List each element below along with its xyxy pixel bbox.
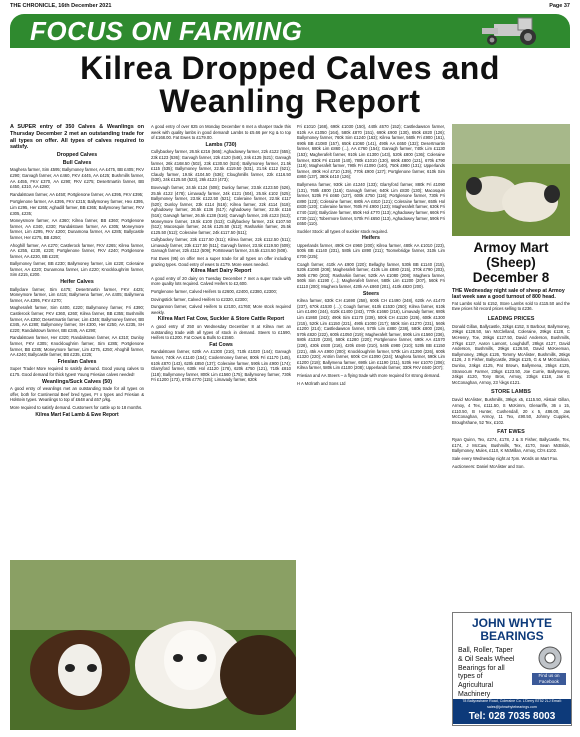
paragraph: Kilrea farmer, 630k CH £1690 (258), 600k CH £1490 (248), 620k AA £1470 (237), 670k £1530 (…); Coagh farmer, 610k £1530 (250); Kilrea farmer, 610k Lim £1490 (244), 610k £1400 (243), 770k £1660 (216), Limavady farmer, 680k Lim £1860 (242); 490k Sim £1170 (239), 500k CH £1130 (226), 600k £1300 (215), 520k Lim £1150 (221), 490k £1000 (217); 550k Sim £1270 (231), 560k £1200 (214); Castledawson farmer, 570k Lim £880 (238), 580k £800 (226), 570k £820 (222), 600k £1050 (219); Magherafelt farmer, 590k Lim £1560 (236), 580k £1320 (228), 580k £1280 (220); Portglenone farmer, 690k AA £1570 (228), 430k £930 (216), 420k £940 (210), 540k £980 (210); 520k BB £1150 (221), 45k AA £900 (200); Knockloughrim farmer, 570k Lim £1290 (226), 600k £1320 (220); Antrim farmer, 600k CH £1090 (224); Maghera farmer, 590k Lim £1200 (218); Ballymena farmer, 690k Lim £1190 (211), 520k Her £1070 (206); Kilrea farmer, 580k Lim £1100 (208); Upperlands farmer, 330k FKV £640 (207); — [297, 298, 445, 371]
armoy-mart-sidebar — [452, 240, 570, 471]
paragraph: Randalstown farmer, AA £450; Portglenone farmer, AA £395, FKV £395; — [10, 191, 144, 197]
photo-caption: Kilrea Mart Fat Lamb & Ewe Report — [35, 411, 119, 418]
paragraph: A good entry of 250 on Wednesday December 8 at Kilrea met an outstanding trade with all types of stock in demand. Steers to £1590, Heifers to £1200. Fat Cows & Bulls to £1560. — [151, 324, 291, 341]
sidebar-title: Armoy Mart (Sheep) December 8 — [472, 240, 550, 285]
paragraph: Magherafelt farmer, Sim £400, £220; Ballymoney farmer, Fri £390; Castlerock farmer, FKV £360, £260; Kilrea farmer, BB £355; Bushmills farmer, AA £350; Desertmartin farmer, Lim £345; Ballymoney farmer, BB £345, AA £280; Ballymoney farmer, SH £300, Her £250, AA £235, SH £220; Randalstown farmer, BB £345, AA £290; — [10, 305, 144, 333]
paragraph: Dovingstick farmer, Calved Heifers to £2320, £2300; — [151, 296, 248, 302]
heading-store-lambs: STORE LAMBS — [491, 389, 531, 396]
paragraph: Ballymoney farmer, BB £230; Ballymoney farmer, Lim £220; Coleraine farmer, AA £220; Dunamona farmer, Lim £220; Knockloughrim farmer, Sim £215, £200. — [10, 261, 144, 278]
paragraph: Auctioneers: Daniel McAlister and Son. — [452, 463, 525, 469]
paragraph: David McAlister, Bushmills, 39kgs x5, £115.50, Alistair Gillan, Armoy, 4 Tex, £111.50, S McKimm, Glenariffe, 36 x 15, £110.50, B Hunter, Cushendall, 20 x 5, £86.00, Jas McConaghan, Armoy, 11 Tex, £90.50, Johnny Cupples, Broughshane, 52 Tex, £102. — [452, 397, 570, 425]
sidebar-lead: THE Wednesday night sale of sheep at Armoy last week saw a good turnout of 800 head. — [452, 288, 565, 301]
paragraph: Fat Lambs sold to £152, Store Lambs sold to £115.50 and the Ewe prices hit record prices selling to £236. — [452, 300, 570, 312]
paragraph: Ryan Quinn, Tex, £274, £178, J & S Fisher, Ballycastle, Tex, £174, J McCaw, Bushmills, Tex, £170, Sean McBride, Ballymoney, Mules, £110, K McMillan, Armoy, Cb's £102. — [452, 437, 570, 454]
paragraph: Upperlands farmer, 490k CH £960 (200); Kilrea farmer, 480k AA £1010 (223), 500k BB £1140 (231), 580k Lim £890 (211); Toomebridge farmer, 310k Lim £700 (225); — [297, 242, 445, 260]
paragraph: Cullybackey farmer, 23k £117.50 (511); Kilrea farmer, 22k £112.50 (511); Limavady farmer, 23k £117.50 (511); Garvagh farmer, 23.5k £119.50 (509); Garvagh farmer, 22k £112 (509); Portstewart farmer, 24.5k £124.50 (508). — [151, 237, 291, 254]
heading-fat-cow-report: Kilrea Mart Fat Cow, Suckler & Store Cattle Report — [157, 316, 285, 323]
paragraph: Donald Gillan, Ballycastle, 32kgs £152, S Barbour, Ballymoney, 29kgs £128.50, Ian McClelland, Coleraine, 29kgs £128, C McHenry, Toe, 28kgs £127.50, David Anderson, Bushmills, 27kgs £127, Aaron Lamont, Loughduff, 28kgs £127, David Anderson, Bushmills, 29kgs £126.50, David McKeeman, Ballymoney, 29kgs £126, Tommy McAlister, Bushmills, 26kgs £126, J S Fisher, Ballycastle, 25kgs £125, G & M McGuckian, Dunlox, 24kgs £125, Pat Brown, Ballymena, 25kgs £125, Stranocum Farmer, 23kgs £123.50, Joe Currie, Ballymoney, 24kgs £120, Tony Bros, Armoy, 23kgs £118, Jas E McConaghan, Armoy, 23 ½kgs £121. — [452, 323, 570, 385]
paragraph: Fat Ewes (95) on offer met a super trade for all types on offer including grazing types. Good entry of ewes to £179. More ewes needed. — [151, 256, 291, 267]
heading-fat-ewes: FAT EWES — [497, 429, 525, 436]
publication-date: THE CHRONICLE, 16th December 2021 — [10, 3, 112, 9]
paragraph: More required to satisfy demand. Customers for cattle up to 18 months. — [10, 404, 143, 410]
sheep-image — [452, 124, 570, 236]
john-whyte-advert[interactable] — [452, 612, 572, 726]
paragraph: A good entry of over 825 on Monday December 6 met a sharper trade this week with quality lambs in good demand! Lambs to £5.66 per Kg & to top of £168.00. Fat Ewes to £179.00. — [151, 124, 291, 141]
paragraph: Randalstown farmer, 620k AA £1300 (210), 710k £1020 (144); Garvagh farmer, 740k AA £1140 (154); Coolermoney farmer, 800k Fri £1170 (145), 610k £870 (143), 620k £850 (137); Coleraine farmer, 590k Lim £900 (174); Glarryford farmer, 630k Hol £1120 (178), 620k £750 (121), 710k £810 (118); Ballymoney farmer, 800k Lim £1560 (175); Ballymoney farmer, 730k Fri £1200 (173), 670k £770 (115); Limavady farmer, 620k — [151, 349, 291, 383]
paragraph: Portglenone farmer, Calved Heifers to £2600, £2400, £2380, £2300; — [151, 289, 277, 295]
heading-fat-cows: Fat Cows — [209, 341, 233, 348]
paragraph: Maghera farmer, Sim £595; Ballymoney farmer, AA £475, BB £405; FKV £290; Garvagh farmer, AA £460, FKV £445, AA £425; Bushmills farmer, AA £455, FKV £370, AA £290; FKV £275; Desertmartin farmer, BB £450, £310, AA £280; — [10, 167, 144, 190]
paragraph: Friesian and AA Steers – a flying trade with more required for strong demand. — [297, 372, 441, 378]
advert-phone[interactable]: Tel: 028 7035 8003 — [453, 710, 571, 724]
article-headline: Kilrea Dropped Calves and Weanling Report — [80, 50, 500, 119]
paragraph: Ballymena farmer, 930k Lim £1240 (133); Glarryford farmer, 880k Fri £1090 (131), 760k £800 (116); Garvagh farmer, 640k Lim £830 (130); Macosquin farmer, 520k Fri £660 (127), 600k £750 (116); Portglenone farmer, 730k Fri £890 (123); Coleraine farmer, 680k AA £810 (121); Coleraine farmer, 650k Hol £830 (120); Coleraine farmer, 760k Fri £900 (123); Magherafelt farmer, 630k Fri £740 (118); Ballyclare farmer, 650k Hol £770 (113); Aghadowey farmer, 660k Fri £730 (111); Tobermore farmer, 570k Fri £650 (113), Aghadowey farmer, 590k Fri £650 (110). — [297, 181, 445, 227]
bearing-icon — [535, 645, 565, 671]
column-1 — [10, 124, 144, 418]
sheep-photo — [452, 124, 570, 236]
heading-lambs: Lambs (730) — [205, 141, 237, 148]
paragraph: Super Trade! More required to satisfy demand. Good young calves to £175. Good demand for thick types! Young Friesian calves needed! — [10, 366, 144, 377]
paragraph: Bovevagh farmer, 24.5k £124 (508); Dunloy farmer, 23.5k £123.50 (526), 25.5k £122 (478); Limavady farmer, 24k £121 (504), 25.5k £102 (525); Ballymoney farmer, 23.5k £122.50 (521); Coleraine farmer, 22.5k £117 (520); Dunloy farmer, 23k £114 (516); Kilrea farmer, 22k £114 (518); Aghadowey farmer, 26.5k £136 (517); Aghadowey farmer, 22.5k £116 (516); Garvagh farmer, 26.5k £138 (516); Garvagh farmer, 24k £123 (513); Moneymore farmer, 19.5k £100 (513); Cullybackey farmer, 21k £107.50 (512); Macosquin farmer, 24.5k £125.50 (512); Rasharkin farmer, 25.5k £125.50 (512); Coleraine farmer, 24k £117.50 (511); — [151, 184, 291, 235]
advert-brand: JOHN WHYTE BEARINGS — [471, 616, 552, 643]
paragraph: Fri £1010 (168), 690k £1030 (150), 440k £670 (152); Castledawson farmer, 610k AA £1050 (164), 580k £870 (151), 690k £900 (130), 650k £820 (126); Ballymoney farmer, 760k Sim £1240 (163); Kilrea farmer, 560k Fri £900 (161), 690k BB £1080 (157), 650k £1060 (141), 490k AA £650 (132); Desertmartin farmer, 680k Lim £860 (...), AA £760 (154); Garvagh farmer, 740k Lim £1130 (153); Magherafelt farmer, 910k Lim £1300 (143), 520k £800 (136); Coleraine farmer, 830k Fri £1160 (140), 780k £1010 (130), 660k £800 (121), 670k £790 (119); Magherafelt farmer, 790k Fri £1090 (140), 750k £980 (131); Upperlands farmer, 490k Hol £710 (139), 770k £900 (127); Portglenone farmer, 610k Sim £860 (137), 380k £410 (126); — [297, 124, 445, 180]
heading-heifer-calves: Heifer Calves — [60, 279, 94, 286]
heading-dropped-calves: Dropped Calves — [56, 152, 98, 159]
paragraph: A good entry of 20 dairy on Tuesday December 7 met a super trade with more quality lots required. Calved Heifers to £2,600. — [151, 275, 291, 287]
page-header — [10, 3, 570, 12]
paragraph: Randalstown farmer, Her £320; Randalstown farmer, AA £310; Dunloy farmer, FKV £305; Knockloughrim farmer, Sim £285; Portglenone farmer, BB £285; Moneymore farmer, Lim £275, £250; Ahoghill farmer, AA £240; Ballycastle farmer, BB £235, £225; — [10, 335, 144, 358]
banner-title: FOCUS ON FARMING — [30, 16, 303, 46]
lead-paragraph: A SUPER entry of 350 Calves & Weanlings on Thursday December 2 met an outstanding trade for all types on offer. All types of calves required to satisfy. — [10, 124, 144, 151]
paragraph: Dungannon farmer, Calved Heifers to £2100, £1760; More stock required weekly. — [151, 304, 291, 315]
paragraph: A good entry of weanlings met an outstanding trade for all types on offer, both for Continental Beef bred types, Fr x types and Friesian & Holstein types. Weanlings to top of £648 and £67 p/kg. — [10, 386, 144, 403]
paragraph: Sale every Wednesday night at 7pm. Words on Mart Fax. — [452, 456, 559, 462]
paragraph: Coagh farmer, 410k AA £900 (220); Bellaghy farmer, 530k BB £1140 (215), 520k £1080 (208); Magherafelt farmer, 410k Lim £880 (215), 370k £790 (203), 360k £790 (203); Rasharkin farmer, 520k AA £1080 (208); Maghera farmer, 560k Sim £1190 (…); Magherafelt farmer, 580k Lim £1200 (207), 560k Fri £1110 (200); Maghera farmer, 420k AA £860 (201), 410k £820 (200). — [297, 261, 445, 290]
advert-address: 78 Ballyrashane Road, Coleraine Co. L'Derry BT52 2LJ Email: sales@johnwhytebearings.com — [453, 699, 571, 710]
paragraph: Suckler Stock: all types of suckler stock required. — [297, 228, 388, 234]
page-number: Page 37 — [549, 3, 570, 9]
heading-bull-calves: Bull Calves — [62, 159, 92, 166]
paragraph: Ahoghill farmer, AA £270; Castlerock farmer, FKV £265; Kilrea farmer, AA £255, £230, £220; Portglenone farmer, FKV £240; Portglenone farmer, AA £230, BB £220; — [10, 242, 144, 259]
paragraph: Cullybackey farmer, 26.5k £216 (566); Aghadowey farmer, 22k £122 (555); 23k £123 (536); Garvagh farmer, 22k £120 (546), 24k £125 (521); Garvagh farmer, 26k £168.50 (502), 23k £130.50 (524); Ballymoney farmer, 21.5k £115 (535); Ballymoney farmer, 22.5k £119.50 (531), 21.5k £112 (521); Claudy farmer, 19.5k £104.50 (536); Cloughmills farmer, 22k £116.50 (530), 24k £125.50 (523), 26k £123 (473); — [151, 149, 291, 183]
advert-body: Ball, Roller, Taper & Oil Seals Wheel Bearings for all types of Agricultural Machinery — [458, 647, 515, 698]
heading-leading-prices: LEADING PRICES — [487, 315, 535, 322]
section-banner — [10, 14, 570, 48]
column-3 — [297, 124, 445, 388]
paragraph: Moneysmore farmer, AA £360; Kilrea farmer, BB £360; Portglenone farmer, AA £340, £330; Randalstown farmer, AA £305; Moneymore farmer, Lim £295, FKV £200; Dunamona farmer, AA £285; Ballycastle farmer, Her £275, BB £250; — [10, 218, 144, 240]
paragraph: H A McIlrath and Sons Ltd — [297, 380, 346, 386]
heading-dairy-report: Kilrea Mart Dairy Report — [190, 268, 252, 275]
paragraph: Portglenone farmer, AA £395, FKV £215; Ballymoney farmer, Hex £395, Lim £295, Her £265; Aghadill farmer, BB £365; Ballymoney farmer, FKV £305, £235; — [10, 199, 144, 216]
heading-friesian-calves: Friesian Calves — [57, 358, 97, 365]
heading-heifers: Heifers — [362, 235, 380, 242]
facebook-badge[interactable]: Find us on Facebook — [532, 673, 566, 685]
column-2 — [151, 124, 291, 385]
heading-steers: Steers — [362, 290, 380, 297]
tractor-icon — [474, 16, 556, 46]
paragraph: Ballyclare farmer, Sim £475; Desertmartin farmer, FKV £425; Moneymore farmer, Lim £415; Ballymena farmer, AA £405; Ballymena farmer, AA £395, FKV £270; — [10, 286, 144, 303]
calves-image — [10, 560, 296, 730]
heading-weanlings: Weanlings/Suck Calves (50) — [42, 378, 112, 385]
calves-photo — [10, 560, 296, 730]
